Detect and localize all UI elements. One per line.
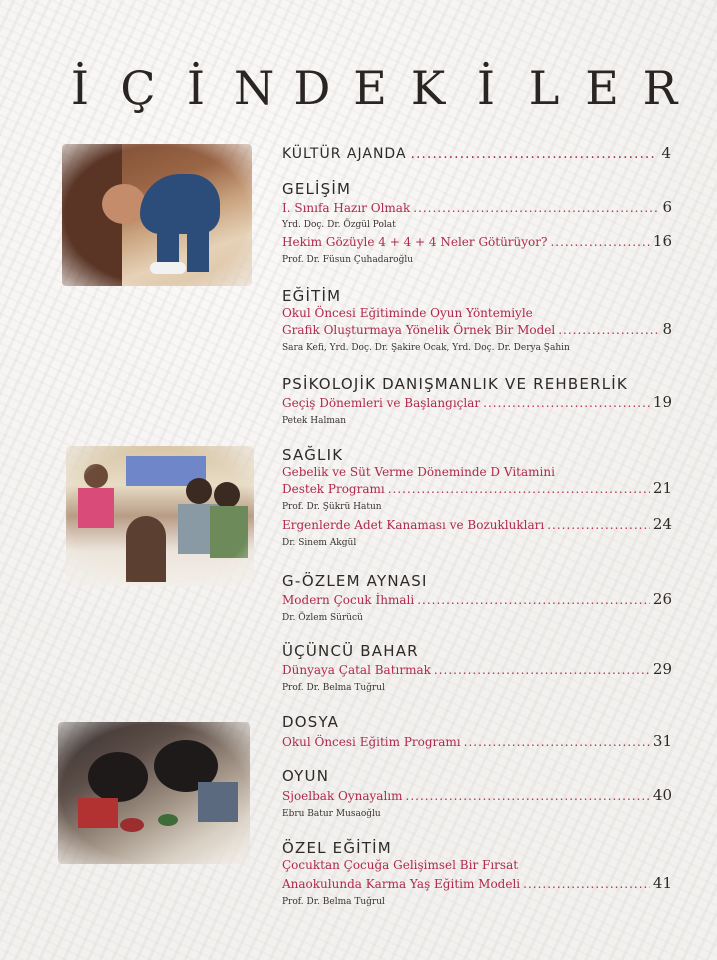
entry-title: I. Sınıfa Hazır Olmak	[282, 201, 411, 215]
page-number: 26	[652, 590, 672, 608]
section-heading-ucuncu-bahar: ÜÇÜNCÜ BAHAR	[282, 642, 419, 660]
title-letter: L	[528, 61, 560, 115]
section-heading-saglik: SAĞLIK	[282, 446, 344, 464]
entry-title: Ergenlerde Adet Kanaması ve Bozuklukları	[282, 518, 545, 532]
entry-title: Grafik Oluşturmaya Yönelik Örnek Bir Model	[282, 323, 556, 337]
section-heading-ozel-egitim: ÖZEL EĞİTİM	[282, 839, 392, 857]
section-heading-egitim: EĞİTİM	[282, 287, 342, 305]
entry-title: Modern Çocuk İhmali	[282, 593, 415, 607]
entry-author: Prof. Dr. Belma Tuğrul	[282, 897, 385, 907]
page-number: 31	[652, 732, 672, 750]
leader-dots	[464, 735, 650, 749]
toc-entry[interactable]	[282, 786, 672, 804]
entry-title: Dünyaya Çatal Batırmak	[282, 663, 431, 677]
leader-dots	[413, 201, 659, 215]
entry-author: Dr. Özlem Sürücü	[282, 613, 363, 623]
title-letter: N	[234, 61, 275, 115]
toc-entry[interactable]	[282, 590, 672, 608]
entry-title: Geçiş Dönemleri ve Başlangıçlar	[282, 396, 481, 410]
leader-dots	[523, 877, 650, 891]
entry-author: Prof. Dr. Füsun Çuhadaroğlu	[282, 255, 414, 265]
title-letter: İ	[476, 61, 496, 115]
toc-entry[interactable]	[282, 232, 672, 250]
leader-dots	[483, 396, 650, 410]
page-number: 19	[652, 393, 672, 411]
entry-author: Yrd. Doç. Dr. Özgül Polat	[282, 220, 396, 230]
section-heading-gozlem: G-ÖZLEM AYNASI	[282, 572, 428, 590]
section-heading-oyun: OYUN	[282, 767, 330, 785]
leader-dots	[411, 146, 658, 162]
photo-child-bending	[62, 144, 252, 286]
entry-title: Destek Programı	[282, 482, 385, 496]
photo-classroom	[66, 446, 254, 586]
title-letter: E	[353, 61, 387, 115]
page-number: 41	[652, 874, 672, 892]
leader-dots	[558, 323, 659, 337]
toc-entry[interactable]	[282, 198, 672, 216]
entry-author: Petek Halman	[282, 416, 347, 426]
toc-entry[interactable]	[282, 660, 672, 678]
title-letter: R	[642, 61, 678, 115]
page-number: 4	[661, 144, 672, 162]
entry-title: Okul Öncesi Eğitim Programı	[282, 735, 461, 749]
leader-dots	[550, 235, 649, 249]
toc-entry[interactable]	[282, 732, 672, 750]
leader-dots	[388, 482, 650, 496]
entry-author: Ebru Batur Musaoğlu	[282, 809, 381, 819]
entry-title-line[interactable]: Okul Öncesi Eğitiminde Oyun Yöntemiyle	[282, 306, 533, 320]
section-heading-gelisim: GELİŞİM	[282, 180, 352, 198]
toc-entry[interactable]	[282, 393, 672, 411]
section-title: KÜLTÜR AJANDA	[282, 146, 407, 162]
entry-title: Hekim Gözüyle 4 + 4 + 4 Neler Götürüyor?	[282, 235, 548, 249]
page-number: 6	[662, 198, 672, 216]
entry-title: Sjoelbak Oynayalım	[282, 789, 403, 803]
page-number: 21	[652, 479, 672, 497]
entry-author: Prof. Dr. Belma Tuğrul	[282, 683, 385, 693]
page-number: 24	[652, 515, 672, 533]
page-number: 16	[652, 232, 672, 250]
page-number: 8	[662, 320, 672, 338]
title-letter: Ç	[120, 61, 156, 115]
section-heading-psikoloji: PSİKOLOJİK DANIŞMANLIK VE REHBERLİK	[282, 375, 628, 393]
section-heading-dosya: DOSYA	[282, 713, 340, 731]
title-letter: İ	[186, 61, 206, 115]
leader-dots	[434, 663, 650, 677]
photo-children-table	[58, 722, 250, 864]
toc-entry-kultur-ajanda[interactable]	[282, 144, 672, 162]
page-number: 29	[652, 660, 672, 678]
title-letter: D	[293, 61, 331, 115]
title-letter: K	[410, 61, 446, 115]
entry-author: Dr. Sinem Akgül	[282, 538, 357, 548]
entry-author: Sara Kefi, Yrd. Doç. Dr. Şakire Ocak, Yrd. Doç. Dr. Derya Şahin	[282, 343, 570, 353]
title-letter: E	[585, 61, 619, 115]
toc-entry[interactable]	[282, 320, 672, 338]
entry-title-line[interactable]: Gebelik ve Süt Verme Döneminde D Vitamini	[282, 465, 555, 479]
leader-dots	[406, 789, 650, 803]
toc-entry[interactable]	[282, 874, 672, 892]
toc-entry[interactable]	[282, 479, 672, 497]
page-title	[60, 58, 680, 118]
toc-entry[interactable]	[282, 515, 672, 533]
entry-title-line[interactable]: Çocuktan Çocuğa Gelişimsel Bir Fırsat	[282, 858, 519, 872]
page-number: 40	[652, 786, 672, 804]
leader-dots	[417, 593, 650, 607]
title-letter: İ	[70, 61, 90, 115]
entry-title: Anaokulunda Karma Yaş Eğitim Modeli	[282, 877, 521, 891]
leader-dots	[547, 518, 650, 532]
entry-author: Prof. Dr. Şükrü Hatun	[282, 502, 382, 512]
